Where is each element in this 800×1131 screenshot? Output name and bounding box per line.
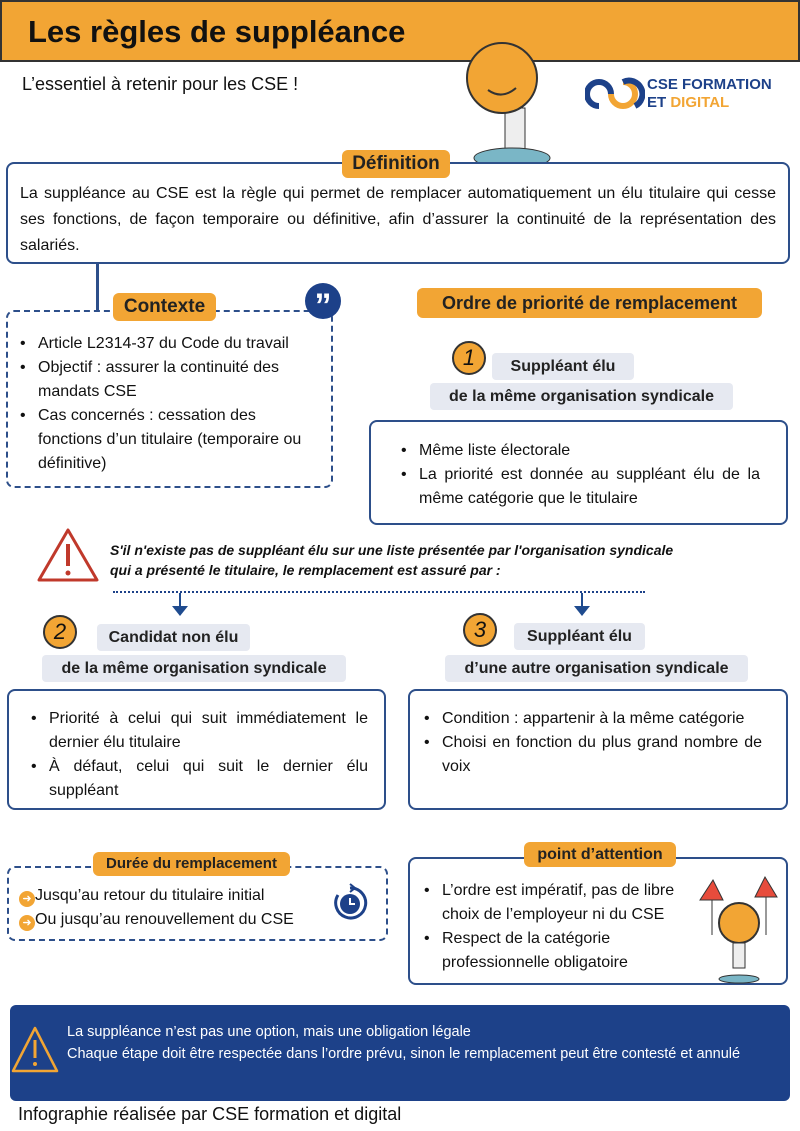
arrow-right-icon: ➜ <box>19 915 35 931</box>
duree-item-text: Jusqu’au retour du titulaire initial <box>35 887 265 904</box>
attention-label: point d’attention <box>524 842 676 867</box>
logo-line2b: DIGITAL <box>670 94 730 111</box>
subtitle: L’essentiel à retenir pour les CSE ! <box>22 74 299 94</box>
step-number-1: 1 <box>452 341 486 375</box>
step3-sub: d’une autre organisation syndicale <box>445 655 748 682</box>
arrow-right-icon: ➜ <box>19 891 35 907</box>
logo <box>585 74 780 114</box>
step1-box <box>369 420 788 525</box>
step2-item: • Priorité à celui qui suit immédiatement le dernier élu titulaire <box>23 707 368 755</box>
warning-icon <box>36 527 100 583</box>
connector-line <box>96 264 99 310</box>
contexte-box <box>6 310 333 488</box>
contexte-item: • Article L2314-37 du Code du travail <box>12 332 321 356</box>
mascot-warning-illustration <box>695 875 785 985</box>
logo-icon <box>585 76 645 112</box>
step1-item: • Même liste électorale <box>393 439 760 463</box>
step2-sub: de la même organisation syndicale <box>42 655 346 682</box>
quote-icon: ” <box>305 283 341 319</box>
page-title: Les règles de suppléance <box>28 14 406 49</box>
logo-line1: CSE FORMATION <box>647 76 772 93</box>
step1-label: Suppléant élu <box>492 353 634 380</box>
step2-item: • À défaut, celui qui suit le dernier élu suppléant <box>23 755 368 803</box>
step3-box <box>408 689 788 810</box>
step-number-3: 3 <box>463 613 497 647</box>
dotted-divider <box>113 591 645 593</box>
definition-text: La suppléance au CSE est la règle qui permet de remplacer automatiquement un élu titulaire qui cesse ses fonctions, de façon temporaire ou définitive, afin d’assurer la continuité de la représentation des salariés. <box>20 185 776 254</box>
step2-label: Candidat non élu <box>97 624 250 651</box>
arrow-stem <box>179 593 181 607</box>
warning-icon <box>10 1025 60 1075</box>
clock-refresh-icon <box>330 883 370 923</box>
attention-item: • Respect de la catégorie professionnelle obligatoire <box>416 927 686 975</box>
ordre-title: Ordre de priorité de remplacement <box>417 288 762 318</box>
arrow-stem <box>581 593 583 607</box>
warning-text: S'il n'existe pas de suppléant élu sur une liste présentée par l'organisation syndicale qui a présenté le titulaire, le remplacement est assuré par : <box>110 542 674 578</box>
definition-label: Définition <box>342 150 450 178</box>
step3-item: • Choisi en fonction du plus grand nombre de voix <box>416 731 762 779</box>
logo-line2a: ET <box>647 94 671 111</box>
contexte-item: • Cas concernés : cessation des fonctions d’un titulaire (temporaire ou définitive) <box>12 404 321 476</box>
arrow-down-icon <box>574 606 590 616</box>
banner-line1: La suppléance n’est pas une option, mais une obligation légale <box>67 1024 471 1040</box>
contexte-label: Contexte <box>113 293 216 321</box>
step2-box <box>7 689 386 810</box>
banner-line2: Chaque étape doit être respectée dans l’ordre prévu, sinon le remplacement peut être contesté et annulé <box>67 1046 741 1062</box>
step-number-2: 2 <box>43 615 77 649</box>
step3-label: Suppléant élu <box>514 623 645 650</box>
footer-credit: Infographie réalisée par CSE formation et digital <box>18 1104 402 1124</box>
step3-item: • Condition : appartenir à la même catégorie <box>416 707 762 731</box>
contexte-item: • Objectif : assurer la continuité des mandats CSE <box>12 356 321 404</box>
step1-item: • La priorité est donnée au suppléant élu de la même catégorie que le titulaire <box>393 463 760 511</box>
step1-sub: de la même organisation syndicale <box>430 383 733 410</box>
arrow-down-icon <box>172 606 188 616</box>
attention-item: • L’ordre est impératif, pas de libre choix de l’employeur ni du CSE <box>416 879 686 927</box>
obligation-banner <box>10 1005 790 1101</box>
duree-item-text: Ou jusqu’au renouvellement du CSE <box>35 911 294 928</box>
duree-label: Durée du remplacement <box>93 852 290 876</box>
